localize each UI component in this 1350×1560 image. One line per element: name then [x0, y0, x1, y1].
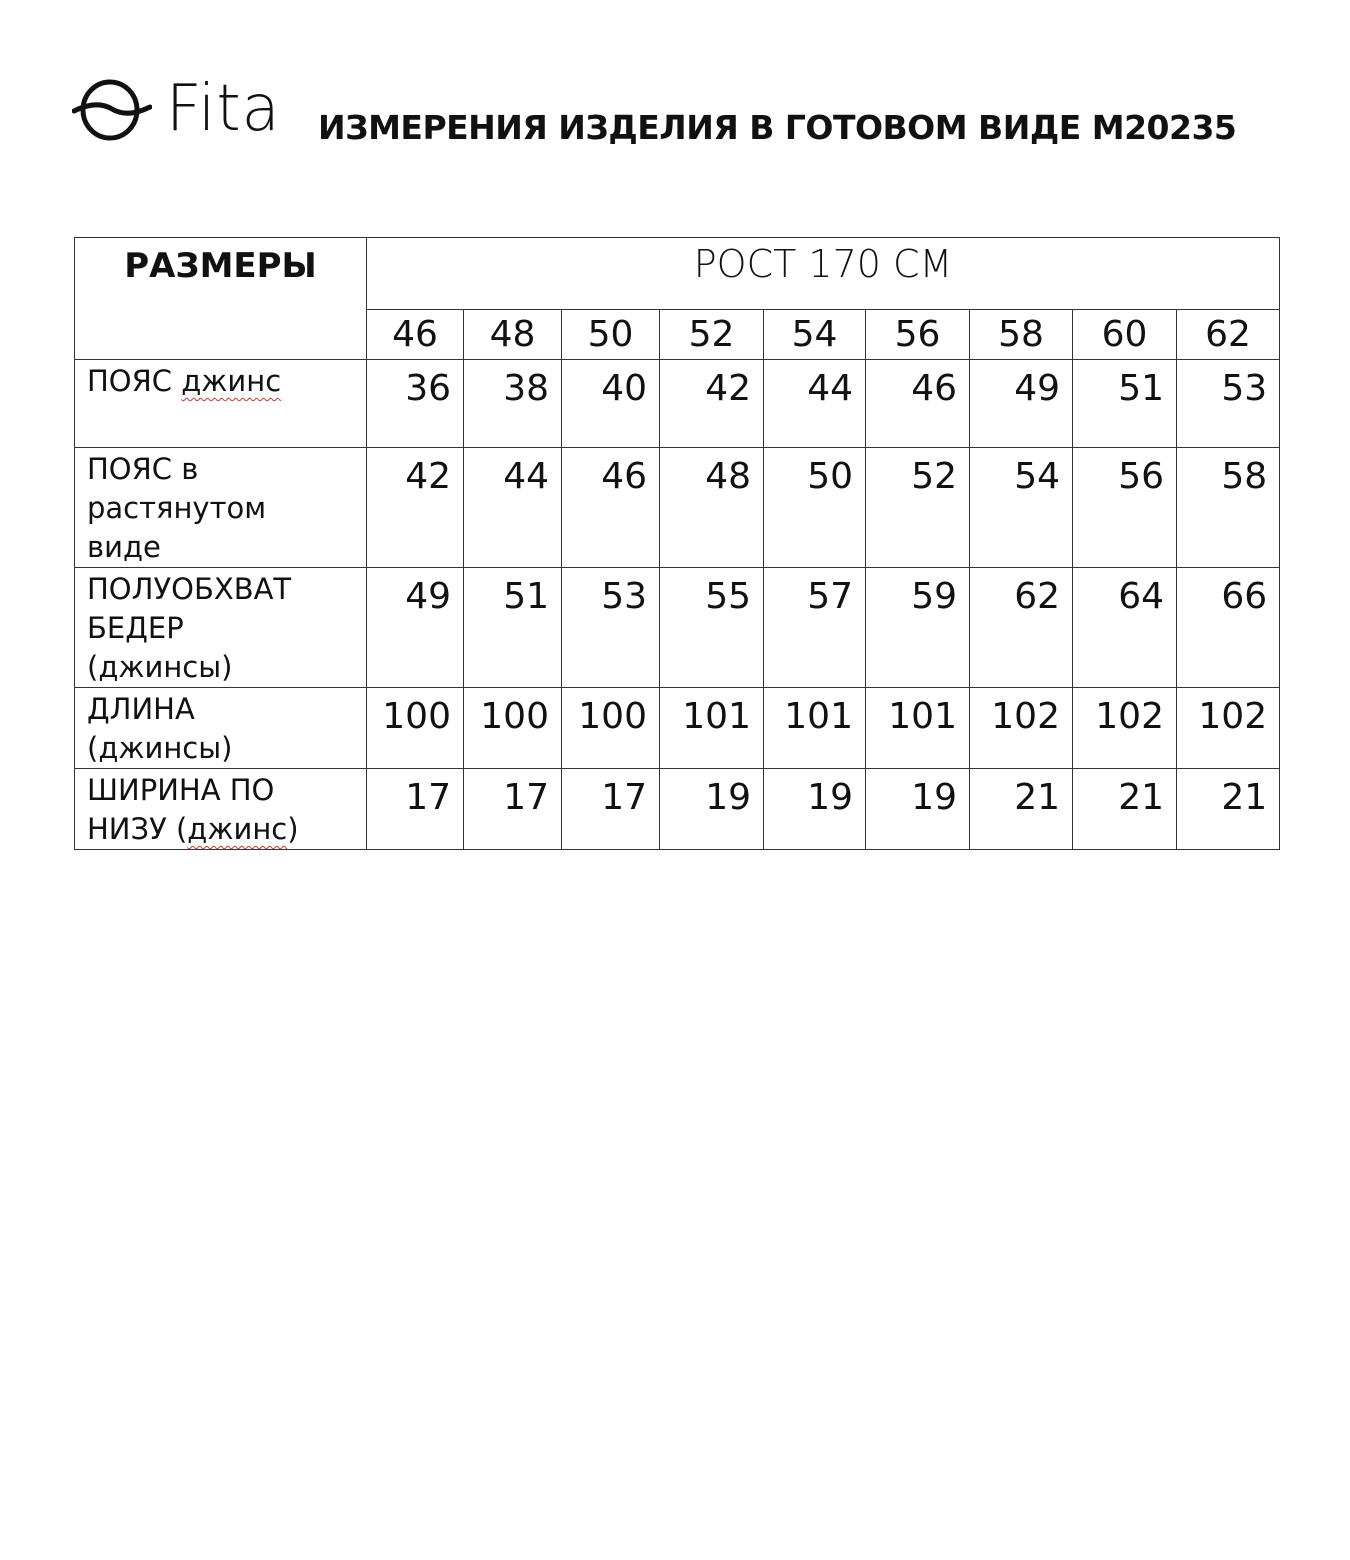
value-cell: 101: [866, 688, 970, 769]
size-header-cell: 58: [970, 310, 1073, 360]
fita-logo-icon: [72, 73, 152, 143]
value-cell: 36: [367, 360, 464, 448]
brand-logo: [72, 70, 281, 146]
value-cell: 100: [464, 688, 562, 769]
value-cell: 44: [764, 360, 866, 448]
value-cell: 48: [660, 448, 764, 568]
value-cell: 53: [1177, 360, 1280, 448]
value-cell: 55: [660, 568, 764, 688]
value-cell: 19: [764, 769, 866, 850]
table-row: [75, 568, 1280, 688]
value-cell: 21: [970, 769, 1073, 850]
value-cell: 101: [660, 688, 764, 769]
size-header-cell: 56: [866, 310, 970, 360]
table-row: [75, 448, 1280, 568]
value-cell: 56: [1073, 448, 1177, 568]
row-label-hip: ПОЛУОБХВАТ БЕДЕР (джинсы): [75, 568, 367, 688]
value-cell: 101: [764, 688, 866, 769]
value-cell: 62: [970, 568, 1073, 688]
value-cell: 21: [1073, 769, 1177, 850]
value-cell: 46: [562, 448, 660, 568]
value-cell: 46: [866, 360, 970, 448]
row-label-length: ДЛИНА (джинсы): [75, 688, 367, 769]
value-cell: 49: [367, 568, 464, 688]
size-chart-table: [74, 237, 1280, 850]
value-cell: 54: [970, 448, 1073, 568]
value-cell: 19: [660, 769, 764, 850]
value-cell: 21: [1177, 769, 1280, 850]
value-cell: 58: [1177, 448, 1280, 568]
value-cell: 52: [866, 448, 970, 568]
row-label-waist-stretched: ПОЯС в растянутом виде: [75, 448, 367, 568]
value-cell: 59: [866, 568, 970, 688]
value-cell: 49: [970, 360, 1073, 448]
value-cell: 66: [1177, 568, 1280, 688]
document-title: ИЗМЕРЕНИЯ ИЗДЕЛИЯ В ГОТОВОМ ВИДЕ М20235: [318, 108, 1237, 147]
brand-name: Fita: [166, 69, 281, 146]
value-cell: 40: [562, 360, 660, 448]
height-header: РОСТ 170 СМ: [367, 238, 1280, 310]
value-cell: 42: [367, 448, 464, 568]
value-cell: 51: [1073, 360, 1177, 448]
value-cell: 102: [1177, 688, 1280, 769]
size-header-cell: 50: [562, 310, 660, 360]
value-cell: 100: [367, 688, 464, 769]
value-cell: 100: [562, 688, 660, 769]
value-cell: 42: [660, 360, 764, 448]
value-cell: 57: [764, 568, 866, 688]
size-header-cell: 48: [464, 310, 562, 360]
sizes-header: РАЗМЕРЫ: [75, 238, 367, 360]
value-cell: 53: [562, 568, 660, 688]
value-cell: 38: [464, 360, 562, 448]
value-cell: 64: [1073, 568, 1177, 688]
table-row: [75, 360, 1280, 448]
value-cell: 50: [764, 448, 866, 568]
size-header-cell: 52: [660, 310, 764, 360]
value-cell: 17: [367, 769, 464, 850]
value-cell: 17: [562, 769, 660, 850]
value-cell: 51: [464, 568, 562, 688]
value-cell: 102: [970, 688, 1073, 769]
value-cell: 102: [1073, 688, 1177, 769]
value-cell: 19: [866, 769, 970, 850]
size-header-cell: 60: [1073, 310, 1177, 360]
header-row-height: [75, 238, 1280, 310]
value-cell: 17: [464, 769, 562, 850]
row-label-waist: ПОЯС джинс: [75, 360, 367, 448]
row-label-hem-width: ШИРИНА ПО НИЗУ (джинс): [75, 769, 367, 850]
table-row: [75, 688, 1280, 769]
value-cell: 44: [464, 448, 562, 568]
size-header-cell: 54: [764, 310, 866, 360]
size-header-cell: 46: [367, 310, 464, 360]
size-header-cell: 62: [1177, 310, 1280, 360]
table-row: [75, 769, 1280, 850]
